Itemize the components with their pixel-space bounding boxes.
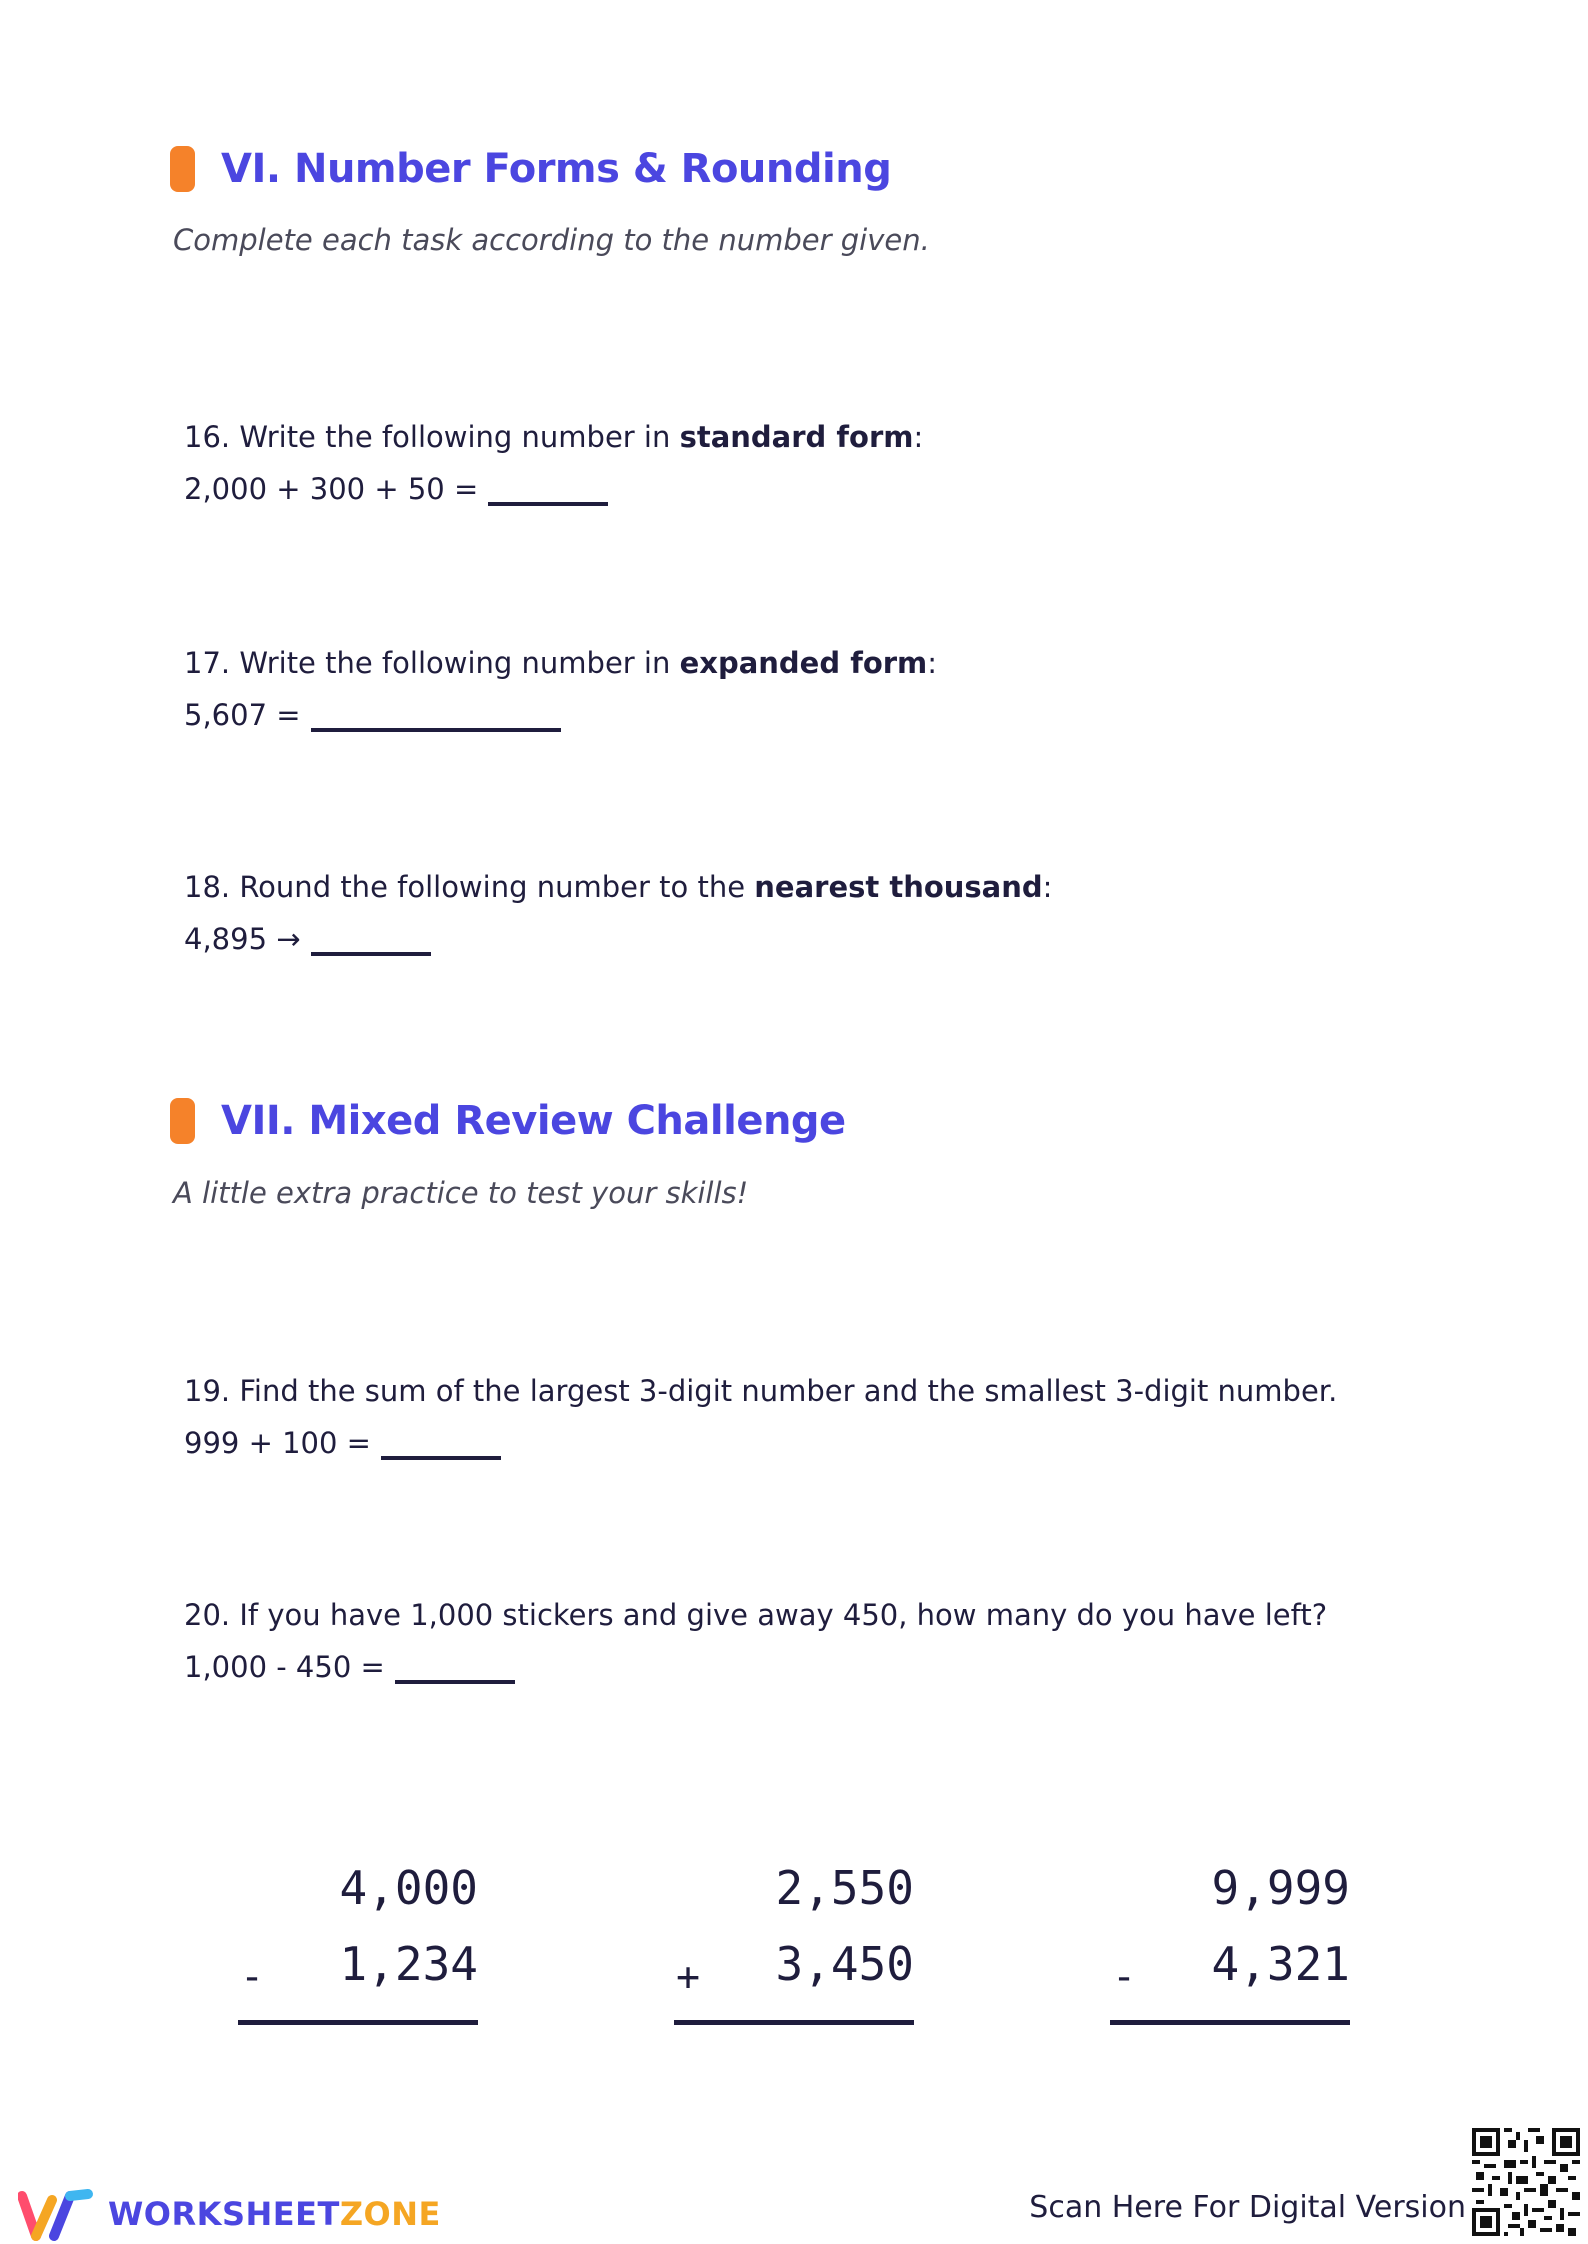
question-text: 16. Write the following number in [184,420,680,454]
vertical-problem [1110,1850,1350,2002]
section-subtitle: A little extra practice to test your skills! [173,1176,749,1210]
question-16 [184,420,923,506]
question-punct: : [927,646,938,680]
question-expression: 5,607 = [184,698,301,732]
answer-line [238,2020,478,2025]
question-punct: : [1042,870,1053,904]
section-header-vii [170,1098,846,1144]
brand-name-part1: WORKSHEET [108,2195,340,2233]
answer-blank[interactable] [311,918,431,956]
problem-bottom-number: 3,450 [775,1937,914,1991]
answer-blank[interactable] [381,1422,501,1460]
question-20 [184,1598,1327,1684]
question-expression: 1,000 - 450 = [184,1650,385,1684]
answer-line [674,2020,914,2025]
question-text: 20. If you have 1,000 stickers and give away 450, how many do you have left? [184,1598,1328,1632]
minus-sign: - [240,1954,265,2000]
question-expression: 2,000 + 300 + 50 = [184,472,479,506]
section-subtitle: Complete each task according to the number given. [173,223,930,257]
question-emphasis: standard form [679,420,914,454]
question-expression: 999 + 100 = [184,1426,371,1460]
brand-name [108,2195,441,2233]
question-19 [184,1374,1337,1460]
question-expression: 4,895 → [184,922,301,956]
question-emphasis: expanded form [679,646,928,680]
answer-blank[interactable] [488,468,608,506]
section-marker [170,1098,195,1144]
question-punct: : [913,420,924,454]
section-marker [170,146,195,192]
scan-caption: Scan Here For Digital Version [1029,2190,1466,2225]
brand-logo[interactable] [18,2186,441,2242]
answer-blank[interactable] [311,694,561,732]
brand-name-part2: ZONE [339,2195,441,2233]
problem-bottom-number: 4,321 [1211,1937,1350,1991]
qr-code-icon[interactable] [1472,2128,1580,2236]
answer-line [1110,2020,1350,2025]
question-emphasis: nearest thousand [754,870,1043,904]
problem-top-number: 9,999 [1211,1861,1350,1915]
question-text: 18. Round the following number to the [184,870,755,904]
problem-top-number: 2,550 [775,1861,914,1915]
plus-sign: + [676,1954,701,2000]
question-text: 17. Write the following number in [184,646,680,680]
question-text: 19. Find the sum of the largest 3-digit number and the smallest 3-digit number. [184,1374,1338,1408]
question-17 [184,646,937,732]
question-18 [184,870,1052,956]
section-title: VI. Number Forms & Rounding [221,146,892,192]
answer-blank[interactable] [395,1646,515,1684]
vertical-problem [674,1850,914,2002]
section-title: VII. Mixed Review Challenge [221,1098,846,1144]
problem-top-number: 4,000 [339,1861,478,1915]
problem-bottom-number: 1,234 [339,1937,478,1991]
minus-sign: - [1112,1954,1137,2000]
worksheetzone-logo-icon [18,2186,94,2242]
vertical-problem [238,1850,478,2002]
section-header-vi [170,146,891,192]
